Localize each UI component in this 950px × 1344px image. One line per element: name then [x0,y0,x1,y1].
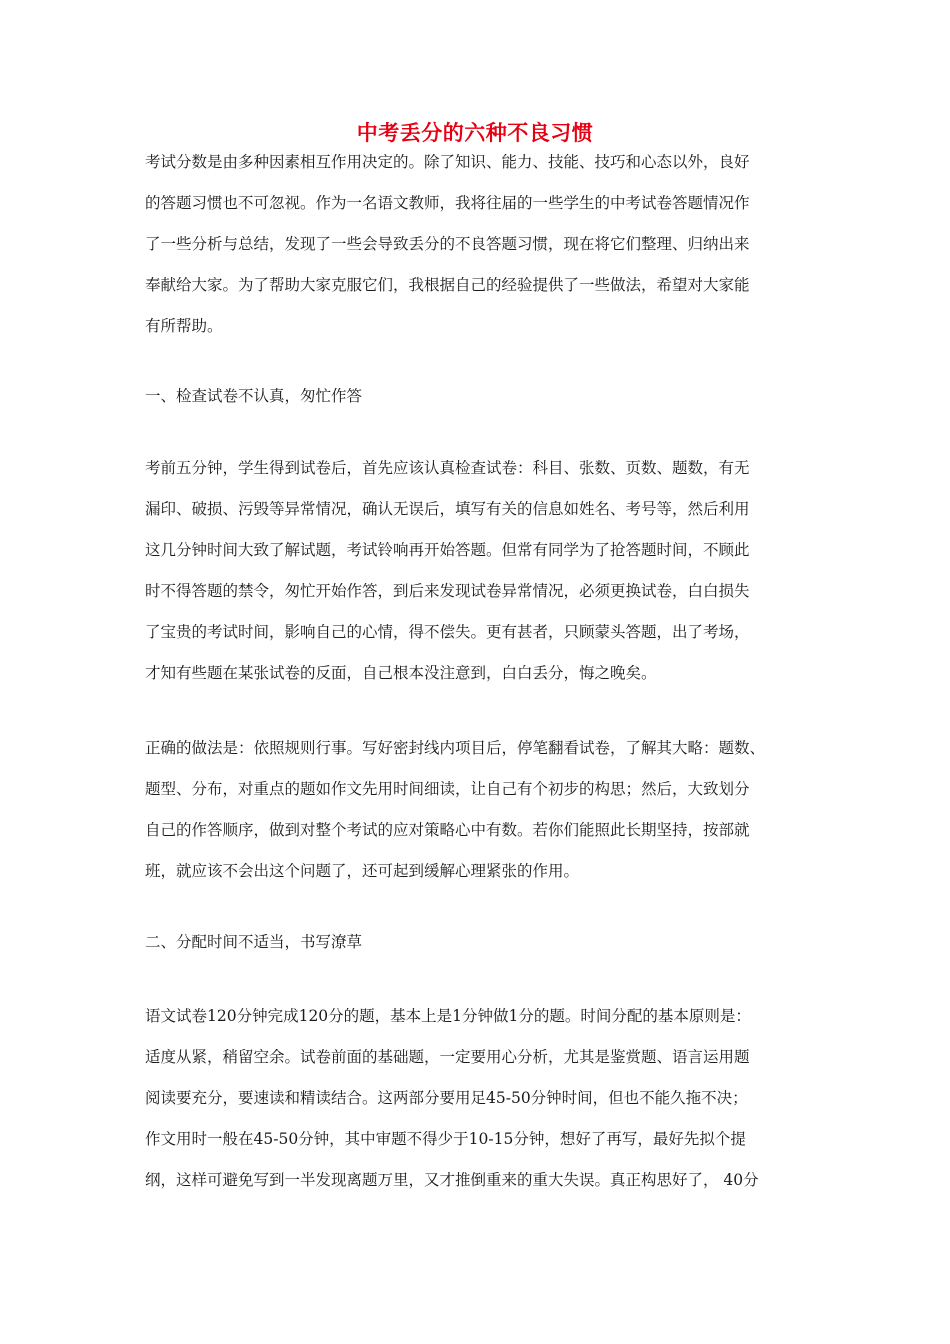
section-2-paragraph [145,996,813,1201]
text-line: 的答题习惯也不可忽视。作为一名语文教师，我将往届的一些学生的中考试卷答题情况作 [145,194,750,212]
text-line: 时不得答题的禁令，匆忙开始作答，到后来发现试卷异常情况，必须更换试卷，白白损失 [145,582,750,600]
text-line: 题型、分布，对重点的题如作文先用时间细读，让自己有个初步的构思；然后，大致划分 [145,780,750,798]
text-line: 才知有些题在某张试卷的反面，自己根本没注意到，白白丢分，悔之晚矣。 [145,664,657,682]
text-line: 适度从紧，稍留空余。试卷前面的基础题，一定要用心分析，尤其是鉴赏题、语言运用题 [145,1048,750,1066]
document-title: 中考丢分的六种不良习惯 [356,121,594,145]
text-line: 漏印、破损、污毁等异常情况，确认无误后，填写有关的信息如姓名、考号等，然后利用 [145,500,750,518]
text-line: 班，就应该不会出这个问题了，还可起到缓解心理紧张的作用。 [145,862,580,880]
text-line: 考试分数是由多种因素相互作用决定的。除了知识、能力、技能、技巧和心态以外，良好 [145,153,750,171]
text-line: 自己的作答顺序，做到对整个考试的应对策略心中有数。若你们能照此长期坚持，按部就 [145,821,750,839]
text-line: 奉献给大家。为了帮助大家克服它们，我根据自己的经验提供了一些做法，希望对大家能 [145,276,750,294]
text-line: 语文试卷120分钟完成120分的题，基本上是1分钟做1分的题。时间分配的基本原则是： [145,1007,751,1025]
text-line: 纲，这样可避免写到一半发现离题万里，又才推倒重来的重大失误。真正构思好了， 40分 [145,1171,759,1189]
text-line: 正确的做法是：依照规则行事。写好密封线内项目后，停笔翻看试卷，了解其大略：题数、 [145,739,766,757]
text-line: 阅读要充分，要速读和精读结合。这两部分要用足45-50分钟时间，但也不能久拖不决； [145,1089,748,1107]
text-line: 了宝贵的考试时间，影响自己的心情，得不偿失。更有甚者，只顾蒙头答题，出了考场， [145,623,750,641]
section-1-heading: 一、检查试卷不认真，匆忙作答 [145,387,363,405]
text-line: 这几分钟时间大致了解试题，考试铃响再开始答题。但常有同学为了抢答题时间，不顾此 [145,541,750,559]
section-1-problem-paragraph [145,448,813,694]
text-line: 考前五分钟，学生得到试卷后，首先应该认真检查试卷：科目、张数、页数、题数，有无 [145,459,750,477]
section-2-heading: 二、分配时间不适当，书写潦草 [145,933,363,951]
section-1-solution-paragraph [145,728,813,892]
intro-paragraph [145,142,813,347]
text-line: 有所帮助。 [145,317,223,335]
text-line: 了一些分析与总结，发现了一些会导致丢分的不良答题习惯，现在将它们整理、归纳出来 [145,235,750,253]
text-line: 作文用时一般在45-50分钟，其中审题不得少于10-15分钟，想好了再写，最好先拟个提 [145,1130,746,1148]
